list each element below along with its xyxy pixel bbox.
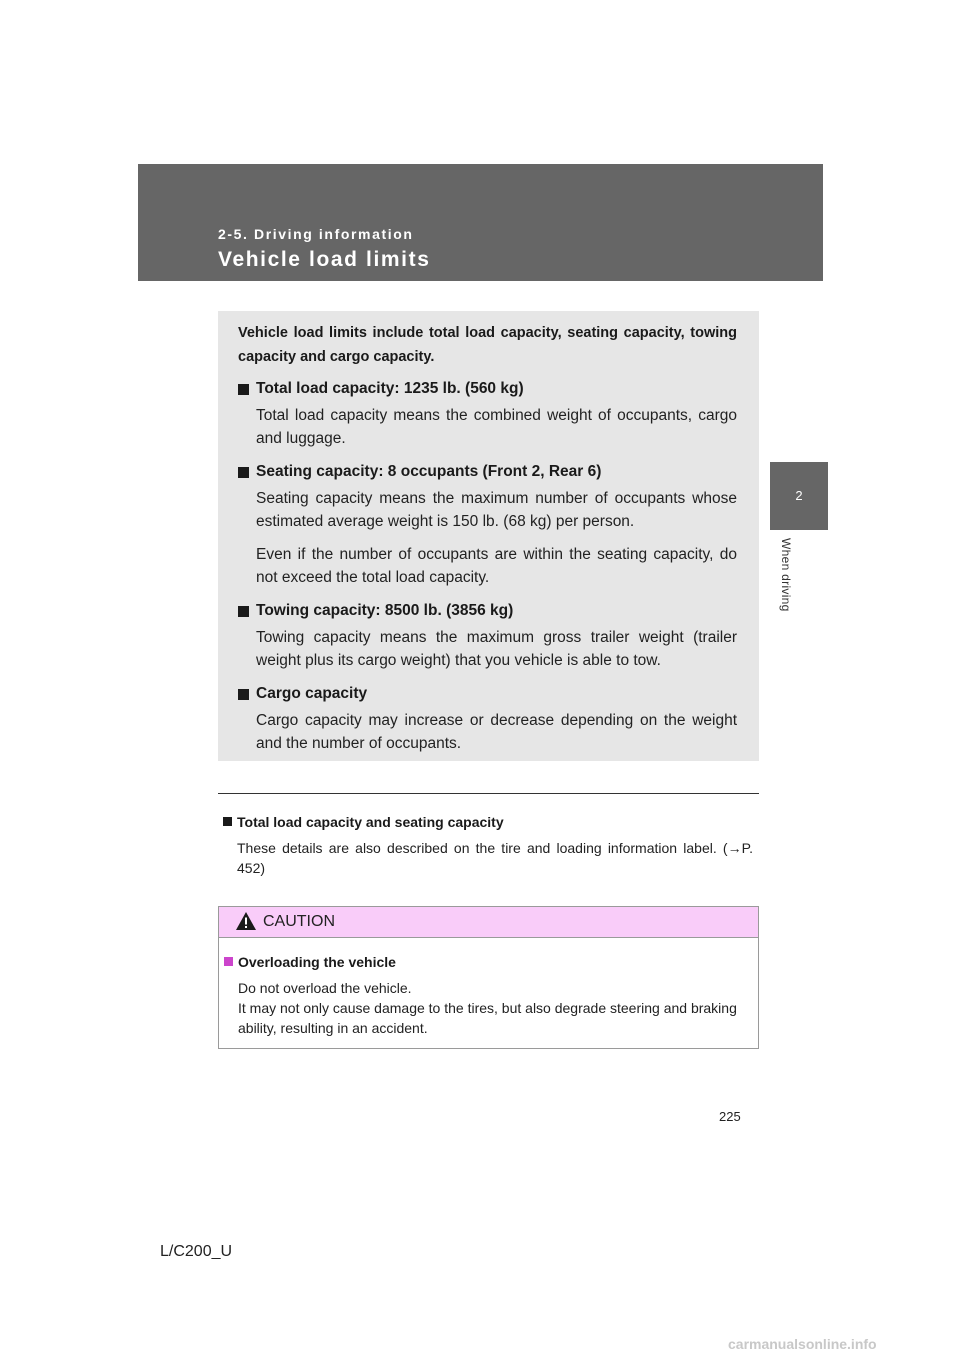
page-title: Vehicle load limits	[218, 248, 431, 271]
square-bullet-icon	[238, 689, 249, 700]
divider	[218, 793, 759, 794]
list-item	[238, 460, 737, 589]
note-heading	[222, 812, 753, 832]
caution-text: It may not only cause damage to the tires, but also degrade steering and braking ability, resulting in an accident.	[238, 1000, 737, 1036]
summary-box	[218, 311, 759, 761]
caution-content	[219, 938, 758, 1038]
square-bullet-icon	[238, 606, 249, 617]
caution-text: Do not overload the vehicle.	[238, 980, 412, 996]
note-section	[222, 812, 753, 878]
item-heading	[238, 682, 737, 706]
square-bullet-icon	[224, 957, 233, 966]
item-heading	[238, 377, 737, 401]
caution-heading-text: Overloading the vehicle	[238, 954, 396, 970]
item-body: Cargo capacity may increase or decrease depending on the weight and the number of occupants.	[256, 712, 737, 752]
square-bullet-icon	[238, 384, 249, 395]
list-item	[238, 682, 737, 755]
item-heading-text: Total load capacity: 1235 lb. (560 kg)	[256, 380, 524, 397]
summary-intro: Vehicle load limits include total load capacity, seating capacity, towing capacity and cargo capacity.	[238, 325, 737, 365]
list-item	[238, 377, 737, 450]
item-body: Even if the number of occupants are within the seating capacity, do not exceed the total load capacity.	[256, 546, 737, 586]
chapter-label: When driving	[779, 538, 793, 612]
page-number: 225	[719, 1109, 741, 1124]
item-body: Total load capacity means the combined weight of occupants, cargo and luggage.	[256, 407, 737, 447]
square-bullet-icon	[223, 817, 232, 826]
item-heading-text: Cargo capacity	[256, 685, 368, 702]
item-heading	[238, 599, 737, 623]
page-header	[138, 164, 823, 281]
caution-heading	[223, 952, 752, 972]
list-item	[238, 599, 737, 672]
square-bullet-icon	[238, 467, 249, 478]
caution-title: CAUTION	[263, 913, 335, 930]
item-heading	[238, 460, 737, 484]
document-code: L/C200_U	[160, 1243, 233, 1260]
note-heading-text: Total load capacity and seating capacity	[237, 814, 504, 830]
section-label: 2-5. Driving information	[218, 226, 414, 242]
item-heading-text: Towing capacity: 8500 lb. (3856 kg)	[256, 602, 514, 619]
caution-header	[219, 907, 758, 938]
note-body: These details are also described on the tire and loading information label. (→P. 452)	[237, 840, 753, 876]
caution-box	[218, 906, 759, 1049]
item-body: Seating capacity means the maximum number of occupants whose estimated average weight is 150 lb. (68 kg) per person.	[256, 490, 737, 530]
chapter-number: 2	[795, 488, 803, 503]
chapter-tab	[770, 462, 828, 530]
item-body: Towing capacity means the maximum gross trailer weight (trailer weight plus its cargo weight) that you vehicle is able to tow.	[256, 629, 737, 669]
item-heading-text: Seating capacity: 8 occupants (Front 2, Rear 6)	[256, 463, 602, 480]
watermark: carmanualsonline.info	[728, 1336, 877, 1352]
warning-icon	[235, 911, 257, 931]
